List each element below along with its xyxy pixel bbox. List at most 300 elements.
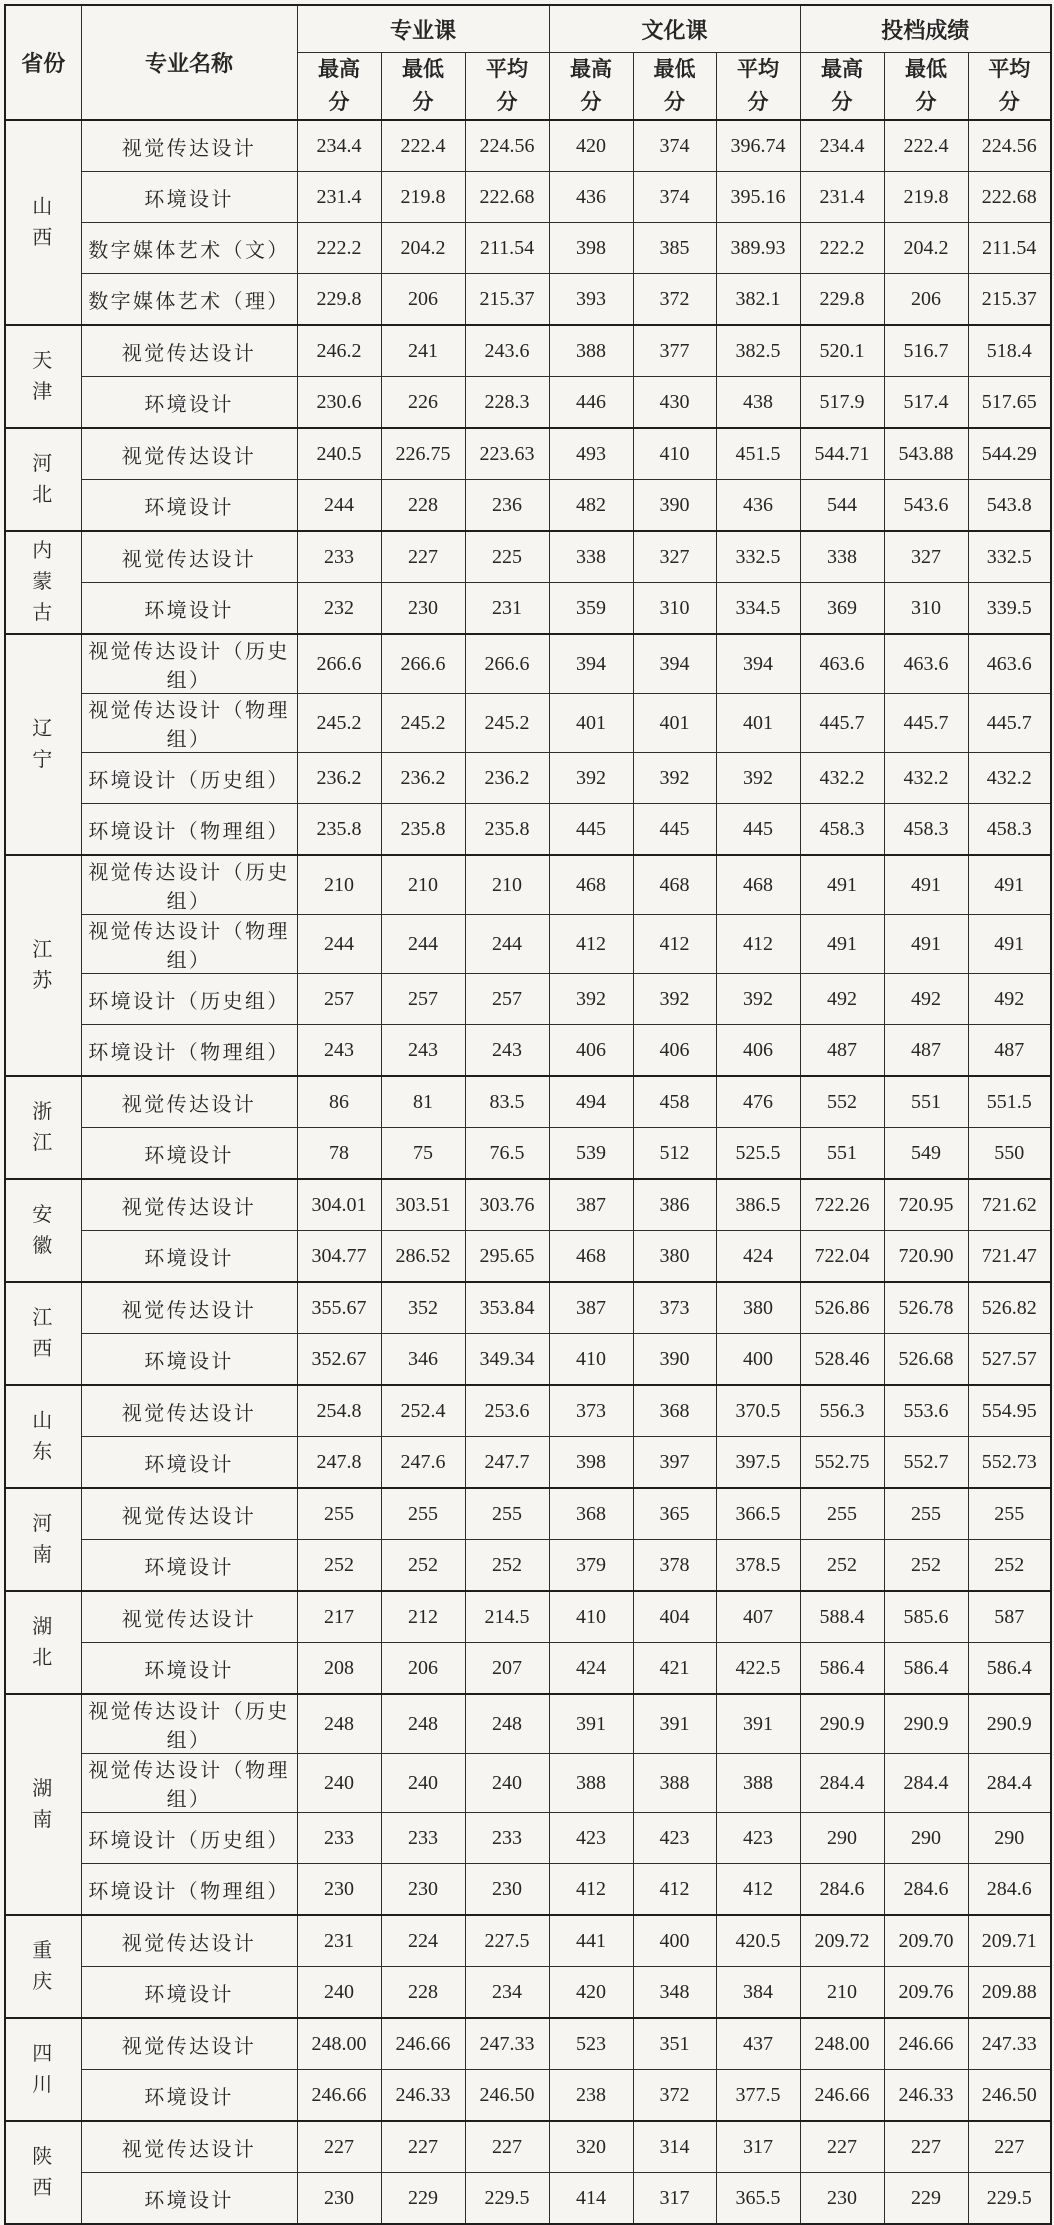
score-cell: 231	[465, 583, 549, 635]
score-cell: 437	[716, 2018, 800, 2070]
score-cell: 346	[381, 1334, 465, 1386]
score-cell: 424	[716, 1231, 800, 1283]
score-cell: 236	[465, 480, 549, 532]
col-header-province: 省份	[5, 5, 81, 120]
score-cell: 392	[633, 974, 716, 1025]
major-cell: 环境设计	[81, 2173, 297, 2225]
score-cell: 374	[633, 120, 716, 172]
province-cell	[5, 1076, 81, 1179]
table-row	[5, 1231, 1051, 1283]
score-cell: 468	[633, 855, 716, 915]
score-cell: 551	[800, 1128, 884, 1180]
score-cell: 209.72	[800, 1915, 884, 1967]
score-cell: 266.6	[381, 634, 465, 694]
table-row	[5, 428, 1051, 480]
score-cell: 517.9	[800, 377, 884, 429]
major-cell: 视觉传达设计	[81, 1179, 297, 1231]
score-cell: 468	[549, 855, 633, 915]
score-cell: 210	[800, 1967, 884, 2019]
score-cell: 494	[549, 1076, 633, 1128]
score-cell: 217	[297, 1591, 381, 1643]
score-cell: 303.76	[465, 1179, 549, 1231]
score-cell: 720.90	[884, 1231, 968, 1283]
score-cell: 317	[633, 2173, 716, 2225]
score-cell: 518.4	[968, 325, 1051, 377]
score-cell: 204.2	[381, 223, 465, 274]
major-cell: 环境设计（物理组）	[81, 1864, 297, 1916]
score-cell: 543.6	[884, 480, 968, 532]
col-header-cul-max	[549, 53, 633, 121]
major-cell: 环境设计	[81, 1334, 297, 1386]
score-cell: 244	[381, 915, 465, 974]
col-header-label: 最高分	[569, 57, 612, 114]
score-cell: 244	[297, 915, 381, 974]
score-cell: 445	[716, 804, 800, 856]
score-cell: 229.8	[800, 274, 884, 326]
table-row	[5, 1179, 1051, 1231]
score-cell: 236.2	[297, 753, 381, 804]
score-cell: 432.2	[800, 753, 884, 804]
col-header-label: 最低分	[904, 57, 947, 114]
score-cell: 392	[549, 974, 633, 1025]
score-cell: 230.6	[297, 377, 381, 429]
score-cell: 392	[716, 753, 800, 804]
major-cell: 环境设计	[81, 1437, 297, 1489]
score-cell: 526.86	[800, 1282, 884, 1334]
score-cell: 458	[633, 1076, 716, 1128]
score-cell: 244	[465, 915, 549, 974]
score-cell: 252	[381, 1540, 465, 1592]
province-cell	[5, 855, 81, 1076]
score-cell: 370.5	[716, 1385, 800, 1437]
score-cell: 236.2	[465, 753, 549, 804]
major-cell: 环境设计（物理组）	[81, 1025, 297, 1077]
province-cell	[5, 1694, 81, 1915]
score-cell: 246.66	[297, 2070, 381, 2122]
score-cell: 374	[633, 172, 716, 223]
score-cell: 284.6	[968, 1864, 1051, 1916]
score-cell: 247.7	[465, 1437, 549, 1489]
score-cell: 391	[716, 1694, 800, 1754]
score-cell: 223.63	[465, 428, 549, 480]
province-cell	[5, 2018, 81, 2121]
score-cell: 227	[968, 2121, 1051, 2173]
score-cell: 588.4	[800, 1591, 884, 1643]
col-header-cul-avg	[716, 53, 800, 121]
score-cell: 391	[633, 1694, 716, 1754]
score-cell: 551	[884, 1076, 968, 1128]
score-cell: 238	[549, 2070, 633, 2122]
score-cell: 230	[297, 2173, 381, 2225]
major-cell: 视觉传达设计	[81, 531, 297, 583]
score-cell: 526.78	[884, 1282, 968, 1334]
province-cell	[5, 1915, 81, 2018]
major-cell: 环境设计	[81, 1128, 297, 1180]
score-cell: 552.7	[884, 1437, 968, 1489]
score-cell: 410	[549, 1591, 633, 1643]
major-cell: 数字媒体艺术（理）	[81, 274, 297, 326]
score-cell: 252	[968, 1540, 1051, 1592]
score-cell: 206	[381, 274, 465, 326]
score-cell: 240	[297, 1754, 381, 1813]
score-cell: 284.4	[800, 1754, 884, 1813]
score-cell: 334.5	[716, 583, 800, 635]
table-row	[5, 855, 1051, 915]
score-cell: 543.88	[884, 428, 968, 480]
score-cell: 406	[716, 1025, 800, 1077]
major-cell: 视觉传达设计（物理组）	[81, 915, 297, 974]
score-cell: 252	[884, 1540, 968, 1592]
score-cell: 206	[381, 1643, 465, 1695]
major-cell: 环境设计（历史组）	[81, 1813, 297, 1864]
score-cell: 410	[633, 428, 716, 480]
score-cell: 266.6	[465, 634, 549, 694]
score-cell: 211.54	[465, 223, 549, 274]
score-cell: 722.26	[800, 1179, 884, 1231]
score-cell: 246.33	[381, 2070, 465, 2122]
score-cell: 351	[633, 2018, 716, 2070]
score-cell: 722.04	[800, 1231, 884, 1283]
score-cell: 528.46	[800, 1334, 884, 1386]
province-cell	[5, 1488, 81, 1591]
score-cell: 378	[633, 1540, 716, 1592]
table-row	[5, 1540, 1051, 1592]
score-cell: 424	[549, 1643, 633, 1695]
score-cell: 255	[381, 1488, 465, 1540]
table-row	[5, 1488, 1051, 1540]
major-cell: 视觉传达设计	[81, 2018, 297, 2070]
col-header-label: 最低分	[401, 57, 444, 114]
score-cell: 209.76	[884, 1967, 968, 2019]
province-cell	[5, 531, 81, 634]
score-cell: 446	[549, 377, 633, 429]
score-cell: 438	[716, 377, 800, 429]
province-label: 湖南	[32, 1777, 55, 1831]
province-cell	[5, 428, 81, 531]
score-cell: 317	[716, 2121, 800, 2173]
score-cell: 385	[633, 223, 716, 274]
score-cell: 240	[465, 1754, 549, 1813]
score-cell: 387	[549, 1179, 633, 1231]
score-cell: 400	[633, 1915, 716, 1967]
score-cell: 233	[297, 1813, 381, 1864]
score-cell: 543.8	[968, 480, 1051, 532]
admission-scores-table	[4, 4, 1052, 2225]
score-cell: 252	[465, 1540, 549, 1592]
score-cell: 436	[716, 480, 800, 532]
province-label: 山东	[32, 1409, 55, 1463]
major-cell: 视觉传达设计	[81, 325, 297, 377]
col-header-file-max	[800, 53, 884, 121]
score-cell: 401	[549, 694, 633, 753]
major-cell: 环境设计	[81, 1967, 297, 2019]
score-cell: 368	[549, 1488, 633, 1540]
major-cell: 环境设计	[81, 1643, 297, 1695]
score-cell: 406	[633, 1025, 716, 1077]
major-cell: 视觉传达设计	[81, 1915, 297, 1967]
score-cell: 407	[716, 1591, 800, 1643]
score-cell: 388	[633, 1754, 716, 1813]
score-cell: 215.37	[465, 274, 549, 326]
score-cell: 210	[381, 855, 465, 915]
score-cell: 398	[549, 1437, 633, 1489]
score-cell: 208	[297, 1643, 381, 1695]
score-cell: 412	[633, 1864, 716, 1916]
table-row	[5, 1754, 1051, 1813]
score-cell: 246.50	[968, 2070, 1051, 2122]
score-cell: 209.88	[968, 1967, 1051, 2019]
province-label: 重庆	[32, 1939, 55, 1993]
score-cell: 377.5	[716, 2070, 800, 2122]
score-cell: 235.8	[297, 804, 381, 856]
score-cell: 214.5	[465, 1591, 549, 1643]
score-cell: 388	[716, 1754, 800, 1813]
table-row	[5, 694, 1051, 753]
province-cell	[5, 325, 81, 428]
score-cell: 247.6	[381, 1437, 465, 1489]
major-cell: 视觉传达设计	[81, 2121, 297, 2173]
table-body	[5, 120, 1051, 2224]
col-header-file-avg	[968, 53, 1051, 121]
score-cell: 412	[716, 915, 800, 974]
score-cell: 233	[465, 1813, 549, 1864]
score-cell: 445.7	[884, 694, 968, 753]
table-row	[5, 1643, 1051, 1695]
score-cell: 378.5	[716, 1540, 800, 1592]
score-cell: 386	[633, 1179, 716, 1231]
score-cell: 229.5	[968, 2173, 1051, 2225]
score-cell: 234	[465, 1967, 549, 2019]
major-cell: 视觉传达设计	[81, 1591, 297, 1643]
score-cell: 441	[549, 1915, 633, 1967]
col-header-pro-max	[297, 53, 381, 121]
score-cell: 382.1	[716, 274, 800, 326]
score-cell: 253.6	[465, 1385, 549, 1437]
score-cell: 240	[381, 1754, 465, 1813]
score-cell: 422.5	[716, 1643, 800, 1695]
score-cell: 551.5	[968, 1076, 1051, 1128]
score-cell: 393	[549, 274, 633, 326]
score-cell: 211.54	[968, 223, 1051, 274]
province-label: 辽宁	[32, 717, 55, 771]
table-row	[5, 2121, 1051, 2173]
score-cell: 338	[549, 531, 633, 583]
score-cell: 257	[465, 974, 549, 1025]
score-cell: 230	[381, 1864, 465, 1916]
score-cell: 520.1	[800, 325, 884, 377]
score-cell: 544.71	[800, 428, 884, 480]
col-header-label: 平均分	[485, 57, 528, 114]
table-row	[5, 377, 1051, 429]
score-cell: 254.8	[297, 1385, 381, 1437]
score-cell: 327	[884, 531, 968, 583]
score-cell: 404	[633, 1591, 716, 1643]
score-cell: 304.77	[297, 1231, 381, 1283]
province-label: 湖北	[32, 1615, 55, 1669]
score-cell: 227.5	[465, 1915, 549, 1967]
major-cell: 视觉传达设计（历史组）	[81, 855, 297, 915]
table-row	[5, 1025, 1051, 1077]
score-cell: 243	[381, 1025, 465, 1077]
score-cell: 230	[800, 2173, 884, 2225]
score-cell: 235.8	[381, 804, 465, 856]
score-cell: 248	[297, 1694, 381, 1754]
score-cell: 585.6	[884, 1591, 968, 1643]
score-cell: 349.34	[465, 1334, 549, 1386]
table-row	[5, 974, 1051, 1025]
col-header-pro-avg	[465, 53, 549, 121]
score-cell: 492	[968, 974, 1051, 1025]
score-cell: 394	[549, 634, 633, 694]
province-label: 四川	[32, 2042, 55, 2096]
score-cell: 240	[297, 1967, 381, 2019]
score-cell: 389.93	[716, 223, 800, 274]
province-label: 山西	[32, 195, 55, 249]
score-cell: 246.2	[297, 325, 381, 377]
score-cell: 246.33	[884, 2070, 968, 2122]
major-cell: 环境设计（历史组）	[81, 974, 297, 1025]
score-cell: 491	[884, 855, 968, 915]
score-cell: 230	[297, 1864, 381, 1916]
major-cell: 视觉传达设计（历史组）	[81, 634, 297, 694]
score-cell: 231.4	[800, 172, 884, 223]
province-label: 天津	[32, 349, 55, 403]
score-cell: 527.57	[968, 1334, 1051, 1386]
score-cell: 395.16	[716, 172, 800, 223]
score-cell: 204.2	[884, 223, 968, 274]
table-row	[5, 1813, 1051, 1864]
col-header-label: 最高分	[820, 57, 863, 114]
province-cell	[5, 2121, 81, 2224]
major-cell: 环境设计	[81, 172, 297, 223]
score-cell: 458.3	[800, 804, 884, 856]
score-cell: 207	[465, 1643, 549, 1695]
score-cell: 241	[381, 325, 465, 377]
table-row	[5, 1967, 1051, 2019]
score-cell: 215.37	[968, 274, 1051, 326]
table-row	[5, 634, 1051, 694]
table-row	[5, 1437, 1051, 1489]
score-cell: 222.2	[800, 223, 884, 274]
province-cell	[5, 1179, 81, 1282]
score-cell: 338	[800, 531, 884, 583]
score-cell: 373	[549, 1385, 633, 1437]
score-cell: 380	[633, 1231, 716, 1283]
score-cell: 310	[884, 583, 968, 635]
score-cell: 284.6	[800, 1864, 884, 1916]
score-cell: 392	[549, 753, 633, 804]
score-cell: 721.62	[968, 1179, 1051, 1231]
score-cell: 445.7	[968, 694, 1051, 753]
score-cell: 391	[549, 1694, 633, 1754]
score-cell: 365.5	[716, 2173, 800, 2225]
score-cell: 230	[381, 583, 465, 635]
score-cell: 468	[549, 1231, 633, 1283]
score-cell: 284.4	[968, 1754, 1051, 1813]
score-cell: 209.71	[968, 1915, 1051, 1967]
score-cell: 487	[800, 1025, 884, 1077]
province-label: 安徽	[32, 1203, 55, 1257]
score-cell: 229	[381, 2173, 465, 2225]
score-cell: 290.9	[968, 1694, 1051, 1754]
score-cell: 463.6	[968, 634, 1051, 694]
score-cell: 255	[297, 1488, 381, 1540]
table-row	[5, 1076, 1051, 1128]
score-cell: 248	[381, 1694, 465, 1754]
score-cell: 517.65	[968, 377, 1051, 429]
score-cell: 290.9	[800, 1694, 884, 1754]
score-cell: 423	[633, 1813, 716, 1864]
table-row	[5, 172, 1051, 223]
score-cell: 348	[633, 1967, 716, 2019]
score-cell: 231	[297, 1915, 381, 1967]
score-cell: 410	[549, 1334, 633, 1386]
score-cell: 81	[381, 1076, 465, 1128]
score-cell: 517.4	[884, 377, 968, 429]
table-row	[5, 2018, 1051, 2070]
score-cell: 392	[633, 753, 716, 804]
score-cell: 228	[381, 1967, 465, 2019]
major-cell: 视觉传达设计	[81, 1488, 297, 1540]
score-cell: 225	[465, 531, 549, 583]
score-cell: 539	[549, 1128, 633, 1180]
table-row	[5, 915, 1051, 974]
score-cell: 516.7	[884, 325, 968, 377]
score-cell: 76.5	[465, 1128, 549, 1180]
score-cell: 228	[381, 480, 465, 532]
score-cell: 487	[884, 1025, 968, 1077]
score-cell: 423	[716, 1813, 800, 1864]
score-cell: 550	[968, 1128, 1051, 1180]
major-cell: 环境设计	[81, 2070, 297, 2122]
score-cell: 222.4	[884, 120, 968, 172]
score-cell: 445.7	[800, 694, 884, 753]
score-cell: 388	[549, 325, 633, 377]
score-cell: 227	[465, 2121, 549, 2173]
col-header-pro-min	[381, 53, 465, 121]
major-cell: 视觉传达设计（历史组）	[81, 1694, 297, 1754]
table-row	[5, 2070, 1051, 2122]
score-cell: 284.4	[884, 1754, 968, 1813]
score-cell: 468	[716, 855, 800, 915]
score-cell: 246.66	[800, 2070, 884, 2122]
score-cell: 252.4	[381, 1385, 465, 1437]
score-cell: 245.2	[381, 694, 465, 753]
score-cell: 463.6	[800, 634, 884, 694]
score-cell: 290.9	[884, 1694, 968, 1754]
score-cell: 491	[968, 855, 1051, 915]
score-cell: 526.68	[884, 1334, 968, 1386]
score-cell: 255	[800, 1488, 884, 1540]
score-cell: 492	[800, 974, 884, 1025]
col-header-label: 最高分	[317, 57, 360, 114]
score-cell: 544	[800, 480, 884, 532]
score-cell: 320	[549, 2121, 633, 2173]
score-cell: 295.65	[465, 1231, 549, 1283]
score-cell: 284.6	[884, 1864, 968, 1916]
score-cell: 423	[549, 1813, 633, 1864]
score-cell: 255	[968, 1488, 1051, 1540]
score-cell: 445	[633, 804, 716, 856]
score-cell: 372	[633, 274, 716, 326]
score-cell: 525.5	[716, 1128, 800, 1180]
score-cell: 554.95	[968, 1385, 1051, 1437]
major-cell: 视觉传达设计	[81, 1076, 297, 1128]
score-cell: 458.3	[884, 804, 968, 856]
score-cell: 224	[381, 1915, 465, 1967]
table-row	[5, 1282, 1051, 1334]
score-cell: 78	[297, 1128, 381, 1180]
